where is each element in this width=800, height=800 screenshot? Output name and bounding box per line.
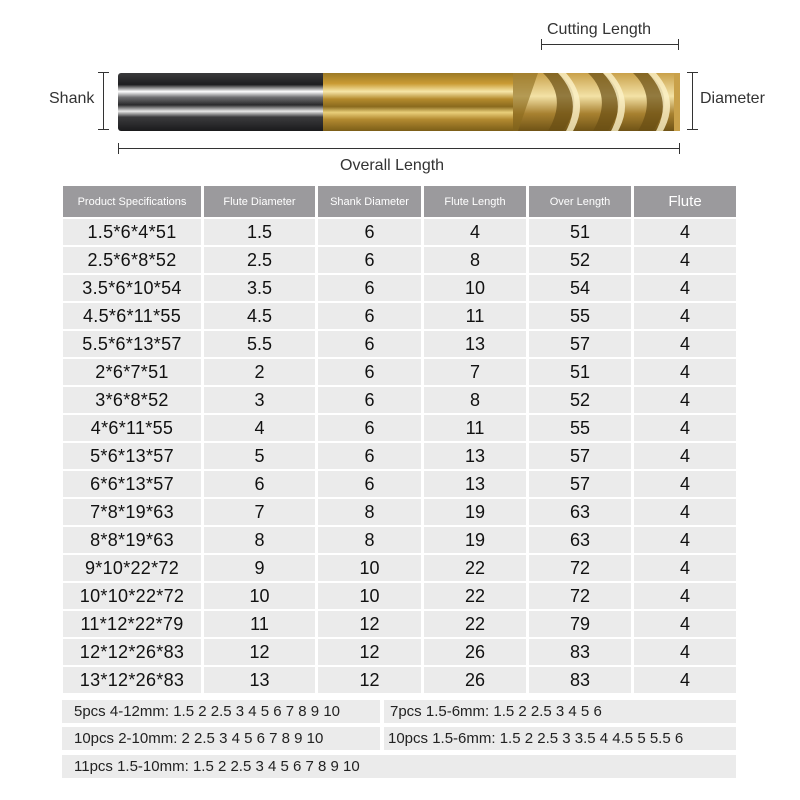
cell-shank-diameter: 10	[318, 583, 421, 609]
cell-shank-diameter: 12	[318, 667, 421, 693]
cutting-length-tick-right	[678, 39, 679, 50]
kit-7pcs: 7pcs 1.5-6mm: 1.5 2 2.5 3 4 5 6	[384, 700, 736, 723]
cell-spec: 12*12*26*83	[63, 639, 201, 665]
specifications-table	[60, 184, 739, 695]
kit-5pcs: 5pcs 4-12mm: 1.5 2 2.5 3 4 5 6 7 8 9 10	[62, 700, 380, 723]
cell-flute-length: 22	[424, 555, 526, 581]
cell-spec: 2.5*6*8*52	[63, 247, 201, 273]
table-body	[63, 219, 736, 693]
cell-shank-diameter: 6	[318, 247, 421, 273]
cell-flute-count: 4	[634, 387, 736, 413]
cell-over-length: 72	[529, 555, 631, 581]
cell-shank-diameter: 8	[318, 527, 421, 553]
cutting-length-tick-left	[541, 39, 542, 50]
table-row	[63, 639, 736, 665]
cell-spec: 7*8*19*63	[63, 499, 201, 525]
flute-section	[513, 73, 680, 131]
overall-length-label: Overall Length	[340, 157, 445, 174]
cell-spec: 2*6*7*51	[63, 359, 201, 385]
kit-10pcs-1-5-6: 10pcs 1.5-6mm: 1.5 2 2.5 3 3.5 4 4.5 5 5.5 6	[384, 727, 736, 750]
kit-10pcs-2-10: 10pcs 2-10mm: 2 2.5 3 4 5 6 7 8 9 10	[62, 727, 380, 750]
overall-length-line	[118, 148, 680, 149]
cell-flute-length: 10	[424, 275, 526, 301]
diameter-tick-bottom	[687, 129, 698, 130]
cell-flute-diameter: 7	[204, 499, 315, 525]
cell-flute-count: 4	[634, 275, 736, 301]
table-row	[63, 387, 736, 413]
table-row	[63, 583, 736, 609]
cell-shank-diameter: 12	[318, 639, 421, 665]
cell-over-length: 52	[529, 247, 631, 273]
cell-spec: 13*12*26*83	[63, 667, 201, 693]
table-row	[63, 471, 736, 497]
cell-shank-diameter: 6	[318, 443, 421, 469]
header-flute-diameter: Flute Diameter	[204, 186, 315, 217]
cell-shank-diameter: 8	[318, 499, 421, 525]
cell-over-length: 55	[529, 415, 631, 441]
cell-shank-diameter: 6	[318, 415, 421, 441]
cell-flute-diameter: 4.5	[204, 303, 315, 329]
cell-flute-diameter: 12	[204, 639, 315, 665]
cell-shank-diameter: 6	[318, 471, 421, 497]
cell-over-length: 55	[529, 303, 631, 329]
diameter-line	[692, 72, 693, 130]
cell-flute-length: 4	[424, 219, 526, 245]
cell-flute-diameter: 8	[204, 527, 315, 553]
cell-flute-count: 4	[634, 415, 736, 441]
table-row	[63, 415, 736, 441]
cell-spec: 1.5*6*4*51	[63, 219, 201, 245]
table-header-row	[63, 186, 736, 217]
cell-shank-diameter: 6	[318, 387, 421, 413]
header-flute-length: Flute Length	[424, 186, 526, 217]
end-mill-diagram	[0, 0, 800, 185]
cell-over-length: 79	[529, 611, 631, 637]
cell-flute-length: 13	[424, 471, 526, 497]
cell-spec: 4*6*11*55	[63, 415, 201, 441]
table-row	[63, 331, 736, 357]
table-row	[63, 219, 736, 245]
cell-over-length: 52	[529, 387, 631, 413]
cell-spec: 4.5*6*11*55	[63, 303, 201, 329]
cell-spec: 6*6*13*57	[63, 471, 201, 497]
overall-length-tick-left	[118, 143, 119, 154]
cell-over-length: 57	[529, 331, 631, 357]
cell-flute-diameter: 11	[204, 611, 315, 637]
kit-row-3	[62, 755, 736, 778]
cell-flute-count: 4	[634, 583, 736, 609]
cell-flute-diameter: 2	[204, 359, 315, 385]
end-mill-image	[118, 72, 680, 132]
table-row	[63, 611, 736, 637]
cell-over-length: 51	[529, 359, 631, 385]
cell-flute-count: 4	[634, 303, 736, 329]
cell-over-length: 72	[529, 583, 631, 609]
kit-row-1	[62, 700, 736, 723]
cell-flute-length: 8	[424, 387, 526, 413]
cell-flute-diameter: 13	[204, 667, 315, 693]
cell-flute-count: 4	[634, 499, 736, 525]
cell-spec: 3*6*8*52	[63, 387, 201, 413]
cell-flute-length: 11	[424, 303, 526, 329]
table-row	[63, 359, 736, 385]
cell-flute-length: 13	[424, 331, 526, 357]
cell-shank-diameter: 6	[318, 219, 421, 245]
cell-flute-count: 4	[634, 639, 736, 665]
cell-flute-diameter: 2.5	[204, 247, 315, 273]
table-row	[63, 275, 736, 301]
cell-spec: 8*8*19*63	[63, 527, 201, 553]
cell-flute-length: 22	[424, 611, 526, 637]
cell-shank-diameter: 6	[318, 275, 421, 301]
shank-line	[103, 72, 104, 130]
cell-over-length: 83	[529, 639, 631, 665]
table-row	[63, 555, 736, 581]
cell-flute-diameter: 6	[204, 471, 315, 497]
cell-flute-diameter: 3.5	[204, 275, 315, 301]
cell-over-length: 54	[529, 275, 631, 301]
cell-flute-length: 7	[424, 359, 526, 385]
shank-section	[118, 73, 328, 131]
cell-flute-count: 4	[634, 443, 736, 469]
cell-over-length: 63	[529, 527, 631, 553]
cell-spec: 9*10*22*72	[63, 555, 201, 581]
table-row	[63, 667, 736, 693]
table-row	[63, 499, 736, 525]
cell-flute-diameter: 4	[204, 415, 315, 441]
cell-spec: 3.5*6*10*54	[63, 275, 201, 301]
table-row	[63, 303, 736, 329]
cell-flute-count: 4	[634, 611, 736, 637]
table-row	[63, 527, 736, 553]
overall-length-tick-right	[679, 143, 680, 154]
cell-spec: 5.5*6*13*57	[63, 331, 201, 357]
cell-spec: 5*6*13*57	[63, 443, 201, 469]
cell-flute-length: 26	[424, 667, 526, 693]
cell-over-length: 51	[529, 219, 631, 245]
diameter-tick-top	[687, 72, 698, 73]
cell-flute-length: 22	[424, 583, 526, 609]
coated-section	[323, 73, 518, 131]
cell-flute-diameter: 1.5	[204, 219, 315, 245]
table-row	[63, 247, 736, 273]
cell-flute-length: 13	[424, 443, 526, 469]
cell-spec: 11*12*22*79	[63, 611, 201, 637]
cell-over-length: 63	[529, 499, 631, 525]
header-shank-diameter: Shank Diameter	[318, 186, 421, 217]
cell-flute-count: 4	[634, 471, 736, 497]
cell-flute-count: 4	[634, 331, 736, 357]
cell-flute-length: 8	[424, 247, 526, 273]
header-flute: Flute	[634, 186, 736, 217]
cell-shank-diameter: 6	[318, 359, 421, 385]
shank-tick-top	[98, 72, 109, 73]
cell-shank-diameter: 6	[318, 331, 421, 357]
cell-flute-count: 4	[634, 667, 736, 693]
cell-flute-diameter: 9	[204, 555, 315, 581]
cell-flute-diameter: 5	[204, 443, 315, 469]
cell-flute-count: 4	[634, 527, 736, 553]
cell-flute-length: 26	[424, 639, 526, 665]
cell-shank-diameter: 6	[318, 303, 421, 329]
cell-over-length: 83	[529, 667, 631, 693]
shank-tick-bottom	[98, 129, 109, 130]
cell-flute-count: 4	[634, 219, 736, 245]
cell-flute-diameter: 10	[204, 583, 315, 609]
cell-flute-count: 4	[634, 247, 736, 273]
header-product-specifications: Product Specifications	[63, 186, 201, 217]
cell-flute-length: 19	[424, 527, 526, 553]
cell-flute-diameter: 5.5	[204, 331, 315, 357]
cell-flute-count: 4	[634, 359, 736, 385]
shank-label: Shank	[49, 90, 95, 107]
cell-spec: 10*10*22*72	[63, 583, 201, 609]
cell-flute-diameter: 3	[204, 387, 315, 413]
kit-11pcs: 11pcs 1.5-10mm: 1.5 2 2.5 3 4 5 6 7 8 9 10	[62, 755, 736, 778]
cell-over-length: 57	[529, 471, 631, 497]
cutting-length-label: Cutting Length	[547, 21, 652, 38]
cell-flute-length: 19	[424, 499, 526, 525]
cutting-length-line	[541, 44, 679, 45]
cell-flute-count: 4	[634, 555, 736, 581]
cell-flute-length: 11	[424, 415, 526, 441]
cell-shank-diameter: 12	[318, 611, 421, 637]
kit-row-2	[62, 727, 736, 750]
header-over-length: Over Length	[529, 186, 631, 217]
cell-over-length: 57	[529, 443, 631, 469]
cell-shank-diameter: 10	[318, 555, 421, 581]
diameter-label: Diameter	[700, 90, 765, 107]
table-row	[63, 443, 736, 469]
